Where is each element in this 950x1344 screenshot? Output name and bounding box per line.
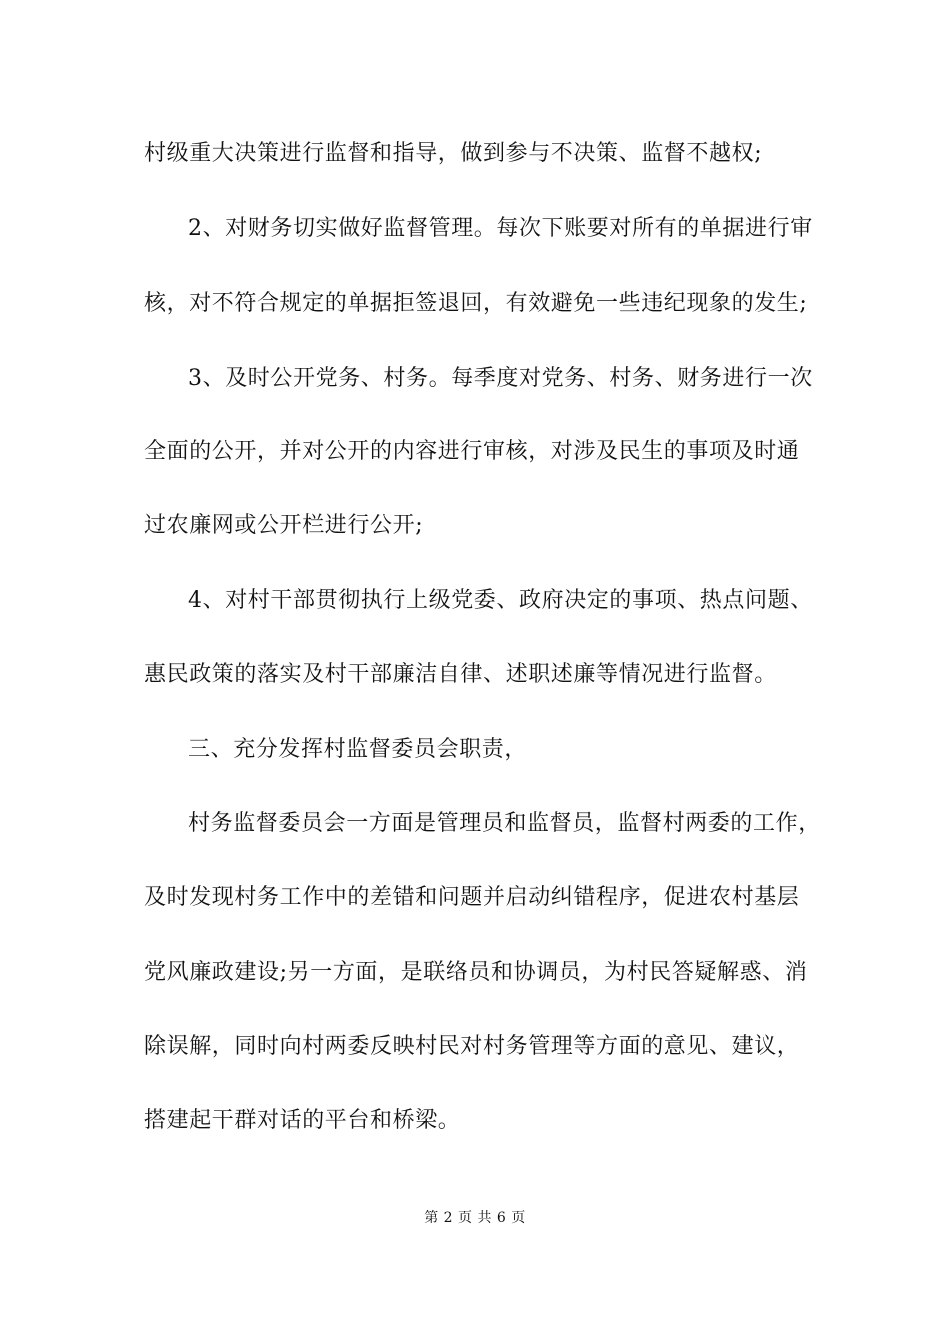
text-line: 惠民政策的落实及村干部廉洁自律、述职述廉等情况进行监督。 xyxy=(144,662,777,687)
section-heading: 三、充分发挥村监督委员会职责， xyxy=(188,737,528,762)
text-line: 核，对不符合规定的单据拒签退回，有效避免一些违纪现象的发生; xyxy=(144,291,808,316)
text-line: 4、对村干部贯彻执行上级党委、政府决定的事项、热点问题、 xyxy=(188,588,813,613)
text-line: 2、对财务切实做好监督管理。每次下账要对所有的单据进行审 xyxy=(188,216,813,241)
text-line: 村务监督委员会一方面是管理员和监督员，监督村两委的工作， xyxy=(188,811,821,836)
text-line: 党风廉政建设;另一方面，是联络员和协调员，为村民答疑解惑、消 xyxy=(144,960,808,985)
text-line: 搭建起干群对话的平台和桥梁。 xyxy=(144,1108,461,1133)
text-line: 全面的公开，并对公开的内容进行审核，对涉及民生的事项及时通 xyxy=(144,439,800,464)
text-line: 过农廉网或公开栏进行公开; xyxy=(144,513,424,538)
text-line: 除误解，同时向村两委反映村民对村务管理等方面的意见、建议， xyxy=(144,1034,800,1059)
text-line: 村级重大决策进行监督和指导，做到参与不决策、监督不越权; xyxy=(144,141,763,166)
text-line: 3、及时公开党务、村务。每季度对党务、村务、财务进行一次 xyxy=(188,366,813,391)
text-line: 及时发现村务工作中的差错和问题并启动纠错程序，促进农村基层 xyxy=(144,885,800,910)
page-number-footer: 第 2 页 共 6 页 xyxy=(424,1210,526,1226)
